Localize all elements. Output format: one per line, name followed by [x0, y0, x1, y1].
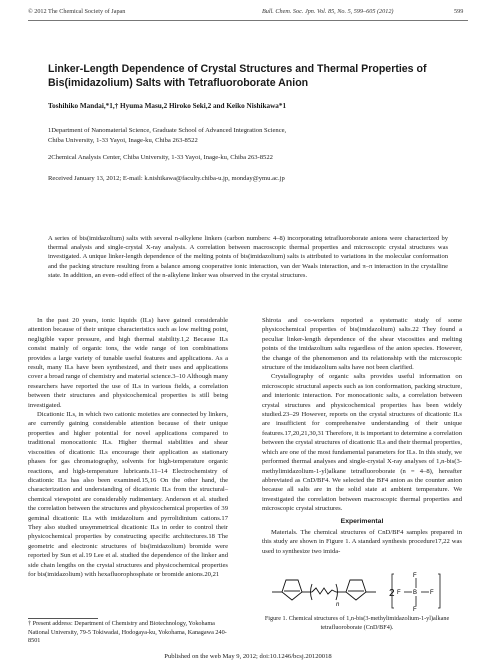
article-title: Linker-Length Dependence of Crystal Structures and Thermal Properties of Bis(imidazolium) Salts with Tetrafluoroborate Anion [48, 63, 427, 89]
fluorine-top: F [413, 573, 417, 579]
publication-footer: Published on the web May 9, 2012; doi:10.1246/bcsj.20120018 [164, 653, 332, 660]
intro-paragraph-2: Dicationic ILs, in which two cationic moieties are connected by linkers, are currently gaining considerable attention because of their unique properties and higher potential for novel applications compared to traditional monocationic ILs. Higher thermal stabilities and shear viscosities of dicationic ILs encourage their application as stationary phases for gas chromatography, solvents for high-temperature organic reactions, and high-temperature lubricants.11–14 Electrochemistry of dicationic ILs has also been examined.15,16 On the other hand, the characterization and understanding of dicationic ILs from the structural–chemical viewpoint are considerably rudimentary. Anderson et al. studied the correlation between the structures and physicochemical properties of 39 geminal dicationic ILs with imidazolium and pyrrolidinium cations.17 They also studied unsymmetrical dicationic ILs in order to control their physicochemical properties by constructing specific architectures.18 The geometric and electronic structures of bis(imidazolium) bromide were reported by Sun et al.19 Lee et al. studied the dependence of the linker and side chain lengths on the crystal structures and physicochemical properties for bis(imidazolium) with hexafluorophosphate or bromide anions.20,21 [28, 411, 228, 578]
fluorine-right: F [430, 590, 434, 596]
fluorine-bottom: F [413, 607, 417, 612]
intro-paragraph-4: Crystallography of organic salts provides useful information on microscopic structural aspects such as ion conformation, packing structure, and interionic interaction. For monocationic salts, a correlation between crystal structures and physicochemical properties has been widely studied.23–29 However, reports on the crystal structures of dicationic ILs are insufficient for comprehensive understanding of their unique features.17,20,21,30,31 Therefore, it is important to determine a correlation between the crystal structures of dicationic ILs and their thermal properties, which are one of the most fundamental parameters for ILs. In this study, we performed thermal analyses and single-crystal X-ray analyses of 1,n-bis(3-methylimidazolium-1-yl)alkane tetrafluoroborate (n = 4–8), hereafter abbreviated as CnD/BF4. We selected the BF4 anion as the counter anion because all salts are in the solid state at ambient temperature. We investigated the correlation between macroscopic thermal properties and microscopic crystal structures. [262, 373, 462, 513]
linker-chain [302, 584, 346, 600]
footnote-rule [28, 618, 98, 619]
anion-coefficient: 2 [389, 588, 395, 599]
experimental-heading: Experimental [340, 517, 384, 525]
boron-atom: B [413, 590, 418, 596]
linker-subscript: n [336, 602, 340, 608]
header-rule [28, 20, 468, 21]
imidazolium-ring-right [346, 580, 376, 600]
intro-paragraph-1: In the past 20 years, ionic liquids (ILs) have gained considerable attention because of their unique characteristics such as low melting point, negligible vapor pressure, and high thermal stability.1,2 Because ILs consist mainly of organic ions, the wide range of ion combinations provides a large variety of tunable useful features and applications. As a result, many ILs have been synthesized, and their uses and applications cover a broad range of chemistry and material science.3–10 Although many researchers have reported the use of ILs in various fields, a correlation between their structures and physicochemical properties is still being investigated. [28, 317, 228, 409]
right-column [262, 316, 462, 556]
copyright-header: © 2012 The Chemical Society of Japan [28, 8, 126, 15]
author-list: Toshihiko Mandai,*1,† Hyuma Masu,2 Hiroko Seki,2 and Keiko Nishikawa*1 [48, 102, 287, 110]
fluorine-left: F [397, 590, 401, 596]
received-line: Received January 13, 2012; E-mail: k.nishikawa@faculty.chiba-u.jp, monday@ymu.ac.jp [48, 175, 285, 182]
intro-paragraph-3: Shirota and co-workers reported a systematic study of some physicochemical properties of bis(imidazolium) salts.22 They found a peculiar linker-length dependence of the shear viscosities and melting points of the imidazolium salts regardless of the anion species. However, the change of the phenomenon and its relationship with the microscopic structure of the imidazolium salts have not been clarified. [262, 317, 462, 372]
footnote: † Present address: Department of Chemistry and Biotechnology, Yokohama National University, 79-5 Tokiwadai, Hodogaya-ku, Yokohama, Kanagawa 240-8501 [28, 620, 227, 645]
abstract: A series of bis(imidazolium) salts with several n-alkylene linkers (carbon numbers: 4–8) incorporating tetrafluoroborate anions were characterized by thermal analysis and single-crystal X-ray analysis. A correlation between macroscopic thermal properties and microscopic crystal structures was investigated. A unique linker-length dependence of the melting points of bis(imidazolium) salts is attributed to variations in the molecular conformation and the packing structure resulting from a balance among cooperative ionic interaction, van der Waals interaction, and π–π interaction in the crystalline state. In addition, an even–odd effect of the n-alkylene linker was observed in the crystal structures. [48, 235, 448, 279]
figure-1-structure [264, 570, 464, 612]
affiliation-2: 2Chemical Analysis Center, Chiba University, 1-33 Yayoi, Inage-ku, Chiba 263-8522 [48, 154, 273, 161]
left-column [28, 316, 228, 579]
journal-header: Bull. Chem. Soc. Jpn. Vol. 85, No. 5, 599–605 (2012) [262, 8, 394, 15]
page-number: 599 [454, 8, 464, 15]
materials-paragraph: Materials. The chemical structures of CnD/BF4 samples prepared in this study are shown in Figure 1. A standard synthesis procedure17,22 was used to synthesize two imida- [262, 528, 462, 555]
affiliation-1: 1Department of Nanomaterial Science, Graduate School of Advanced Integration Science, [48, 127, 287, 134]
affiliation-1-address: Chiba University, 1-33 Yayoi, Inage-ku, Chiba 263-8522 [48, 137, 198, 144]
imidazolium-ring-left [272, 580, 302, 600]
figure-1-caption: Figure 1. Chemical structures of 1,n-bis(3-methylimidazolium-1-yl)alkane tetrafluoroborate (CnD/BF4). [264, 615, 450, 631]
